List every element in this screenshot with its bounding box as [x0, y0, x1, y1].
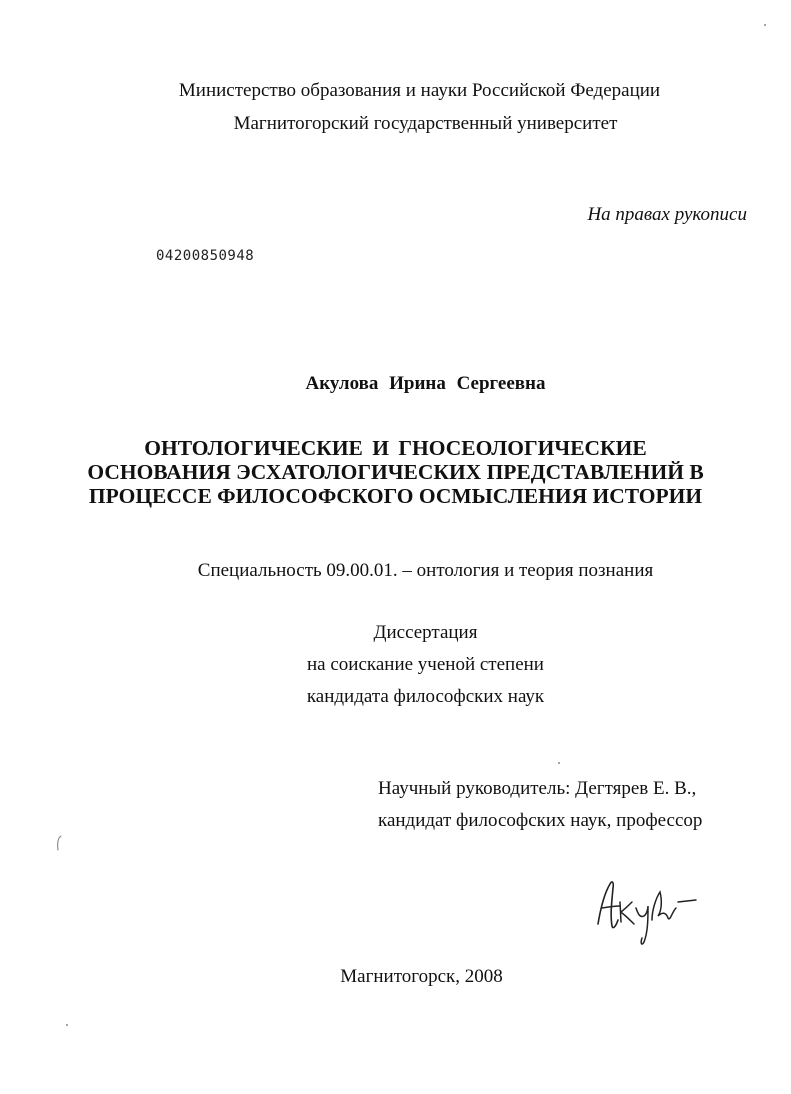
- university-heading: Магнитогорский государственный университет: [233, 113, 618, 134]
- manuscript-note: На правах рукописи: [587, 204, 747, 225]
- degree-line-2: кандидата философских наук: [306, 686, 545, 707]
- author-name: Акулова Ирина Сергеевна: [305, 373, 546, 394]
- scan-dust: [764, 24, 766, 26]
- scan-dust: [66, 1024, 68, 1026]
- specialty-line: Специальность 09.00.01. – онтология и теория познания: [197, 560, 654, 581]
- scan-dust: [558, 762, 560, 764]
- thesis-title-line-3: ПРОЦЕССЕ ФИЛОСОФСКОГО ОСМЫСЛЕНИЯ ИСТОРИИ: [88, 484, 703, 508]
- ministry-heading: Министерство образования и науки Российской Федерации: [178, 80, 661, 101]
- handwritten-signature: [590, 872, 700, 952]
- scan-mark: [54, 834, 64, 852]
- supervisor-name: Научный руководитель: Дегтярев Е. В.,: [378, 778, 697, 799]
- city-year: Магнитогорск, 2008: [340, 966, 503, 987]
- degree-line-1: на соискание ученой степени: [307, 654, 544, 675]
- thesis-title-line-2: ОСНОВАНИЯ ЭСХАТОЛОГИЧЕСКИХ ПРЕДСТАВЛЕНИЙ В: [87, 460, 704, 484]
- supervisor-title: кандидат философских наук, профессор: [378, 810, 703, 831]
- dissertation-label: Диссертация: [373, 622, 478, 643]
- registration-code: 04200850948: [156, 248, 255, 264]
- thesis-title-line-1: ОНТОЛОГИЧЕСКИЕ И ГНОСЕОЛОГИЧЕСКИЕ: [144, 436, 647, 460]
